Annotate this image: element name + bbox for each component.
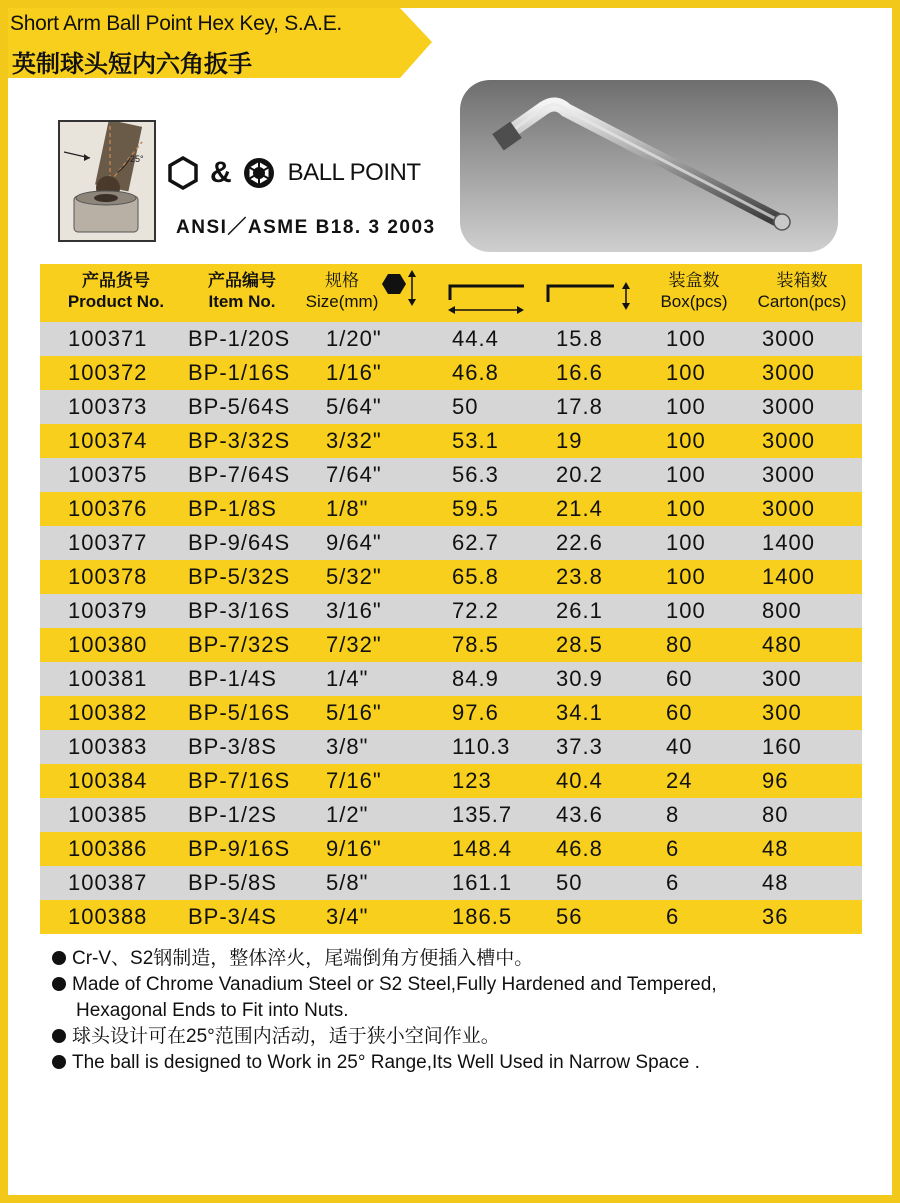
cell-carton-qty: 96 <box>762 768 789 793</box>
table-row <box>40 798 862 832</box>
cell-long-arm: 161.1 <box>452 870 513 895</box>
cell-carton-qty: 3000 <box>762 428 815 453</box>
ball-angle-diagram <box>58 120 156 242</box>
hex-key-photo <box>460 80 838 252</box>
header-box-cn: 装盒数 <box>668 271 720 290</box>
cell-product-no: 100376 <box>68 496 148 521</box>
table-row <box>40 628 862 662</box>
cell-size: 3/4" <box>326 904 369 929</box>
cell-short-arm: 26.1 <box>556 598 603 623</box>
cell-long-arm: 44.4 <box>452 326 499 351</box>
header-size-cn: 规格 <box>325 271 359 290</box>
cell-size: 7/64" <box>326 462 382 487</box>
cell-product-no: 100380 <box>68 632 148 657</box>
cell-box-qty: 6 <box>666 904 680 929</box>
standard-label: ANSI／ASME B18. 3 2003 <box>176 217 436 238</box>
cell-item-no: BP-1/8S <box>188 496 277 521</box>
cell-size: 3/32" <box>326 428 382 453</box>
cell-item-no: BP-5/64S <box>188 394 291 419</box>
cell-product-no: 100386 <box>68 836 148 861</box>
cell-carton-qty: 300 <box>762 700 802 725</box>
cell-short-arm: 23.8 <box>556 564 603 589</box>
header-item-no-cn: 产品编号 <box>208 271 276 290</box>
cell-box-qty: 6 <box>666 836 680 861</box>
catalog-page <box>8 8 892 1195</box>
cell-short-arm: 20.2 <box>556 462 603 487</box>
cell-carton-qty: 48 <box>762 870 789 895</box>
table-row <box>40 526 862 560</box>
header-product-no-cn: 产品货号 <box>82 271 150 290</box>
cell-box-qty: 100 <box>666 428 706 453</box>
cell-box-qty: 24 <box>666 768 693 793</box>
cell-box-qty: 60 <box>666 666 693 691</box>
note-text: 球头设计可在25°范围内活动，适于狭小空间作业。 <box>72 1026 500 1047</box>
cell-item-no: BP-5/16S <box>188 700 291 725</box>
note-continuation <box>52 998 882 1024</box>
ball-hex-icon <box>242 156 276 190</box>
cell-long-arm: 65.8 <box>452 564 499 589</box>
note-item <box>52 972 882 998</box>
cell-product-no: 100378 <box>68 564 148 589</box>
hex-size-icon <box>372 270 420 310</box>
cell-short-arm: 30.9 <box>556 666 603 691</box>
cell-short-arm: 50 <box>556 870 583 895</box>
cell-long-arm: 97.6 <box>452 700 499 725</box>
cell-carton-qty: 36 <box>762 904 789 929</box>
ball-angle-illustration <box>60 122 154 240</box>
cell-long-arm: 46.8 <box>452 360 499 385</box>
product-photo <box>460 80 838 252</box>
short-arm-length-icon <box>544 280 634 316</box>
cell-size: 9/16" <box>326 836 382 861</box>
cell-long-arm: 78.5 <box>452 632 499 657</box>
cell-size: 9/64" <box>326 530 382 555</box>
cell-box-qty: 100 <box>666 530 706 555</box>
bullet-icon <box>52 951 66 965</box>
cell-size: 3/8" <box>326 734 369 759</box>
cell-carton-qty: 1400 <box>762 530 815 555</box>
cell-long-arm: 72.2 <box>452 598 499 623</box>
cell-item-no: BP-9/64S <box>188 530 291 555</box>
cell-item-no: BP-1/16S <box>188 360 291 385</box>
cell-short-arm: 28.5 <box>556 632 603 657</box>
table-row <box>40 322 862 356</box>
cell-short-arm: 37.3 <box>556 734 603 759</box>
header-box-en: Box(pcs) <box>660 292 728 311</box>
cell-box-qty: 80 <box>666 632 693 657</box>
table-row <box>40 390 862 424</box>
cell-size: 5/16" <box>326 700 382 725</box>
cell-box-qty: 100 <box>666 598 706 623</box>
cell-short-arm: 21.4 <box>556 496 603 521</box>
cell-short-arm: 15.8 <box>556 326 603 351</box>
cell-short-arm: 46.8 <box>556 836 603 861</box>
cell-long-arm: 123 <box>452 768 492 793</box>
cell-size: 1/2" <box>326 802 369 827</box>
cell-long-arm: 186.5 <box>452 904 513 929</box>
cell-product-no: 100373 <box>68 394 148 419</box>
header-product-no-en: Product No. <box>67 292 165 311</box>
cell-product-no: 100383 <box>68 734 148 759</box>
cell-carton-qty: 3000 <box>762 496 815 521</box>
cell-carton-qty: 3000 <box>762 360 815 385</box>
cell-item-no: BP-9/16S <box>188 836 291 861</box>
cell-item-no: BP-3/8S <box>188 734 277 759</box>
cell-long-arm: 135.7 <box>452 802 513 827</box>
col-product-no <box>46 270 186 313</box>
cell-size: 1/8" <box>326 496 369 521</box>
table-row <box>40 866 862 900</box>
cell-long-arm: 148.4 <box>452 836 513 861</box>
cell-product-no: 100388 <box>68 904 148 929</box>
note-item <box>52 946 882 972</box>
cell-item-no: BP-1/4S <box>188 666 277 691</box>
cell-box-qty: 100 <box>666 326 706 351</box>
cell-box-qty: 60 <box>666 700 693 725</box>
cell-item-no: BP-1/20S <box>188 326 291 351</box>
table-row <box>40 560 862 594</box>
cell-short-arm: 17.8 <box>556 394 603 419</box>
cell-size: 1/16" <box>326 360 382 385</box>
bullet-icon <box>52 977 66 991</box>
cell-long-arm: 62.7 <box>452 530 499 555</box>
note-item <box>52 1024 882 1050</box>
cell-box-qty: 100 <box>666 564 706 589</box>
cell-carton-qty: 3000 <box>762 326 815 351</box>
tip-type-symbols <box>166 153 421 193</box>
spec-table <box>40 264 862 934</box>
cell-product-no: 100382 <box>68 700 148 725</box>
cell-item-no: BP-3/32S <box>188 428 291 453</box>
table-row <box>40 356 862 390</box>
cell-item-no: BP-7/64S <box>188 462 291 487</box>
cell-short-arm: 43.6 <box>556 802 603 827</box>
cell-long-arm: 53.1 <box>452 428 499 453</box>
cell-product-no: 100371 <box>68 326 148 351</box>
table-row <box>40 594 862 628</box>
title-banner <box>8 8 428 78</box>
title-chinese: 英制球头短内六角扳手 <box>12 51 252 78</box>
note-text: Made of Chrome Vanadium Steel or S2 Steel,Fully Hardened and Tempered, <box>72 974 717 995</box>
cell-product-no: 100381 <box>68 666 148 691</box>
cell-product-no: 100375 <box>68 462 148 487</box>
cell-item-no: BP-5/8S <box>188 870 277 895</box>
cell-product-no: 100384 <box>68 768 148 793</box>
cell-box-qty: 100 <box>666 462 706 487</box>
cell-box-qty: 40 <box>666 734 693 759</box>
table-body <box>40 322 862 934</box>
title-english: Short Arm Ball Point Hex Key, S.A.E. <box>10 12 342 35</box>
col-box <box>646 270 742 313</box>
cell-item-no: BP-1/2S <box>188 802 277 827</box>
cell-carton-qty: 1400 <box>762 564 815 589</box>
cell-carton-qty: 800 <box>762 598 802 623</box>
table-row <box>40 730 862 764</box>
col-size <box>302 270 382 313</box>
ball-point-label: BALL POINT <box>287 159 421 186</box>
cell-size: 3/16" <box>326 598 382 623</box>
cell-short-arm: 19 <box>556 428 583 453</box>
cell-product-no: 100385 <box>68 802 148 827</box>
note-text: The ball is designed to Work in 25° Range,Its Well Used in Narrow Space . <box>72 1052 700 1073</box>
note-text: Cr-V、S2钢制造，整体淬火，尾端倒角方便插入槽中。 <box>72 948 534 969</box>
cell-item-no: BP-7/32S <box>188 632 291 657</box>
cell-size: 5/32" <box>326 564 382 589</box>
cell-box-qty: 100 <box>666 360 706 385</box>
cell-product-no: 100377 <box>68 530 148 555</box>
cell-box-qty: 6 <box>666 870 680 895</box>
cell-product-no: 100387 <box>68 870 148 895</box>
cell-carton-qty: 3000 <box>762 462 815 487</box>
table-row <box>40 424 862 458</box>
cell-size: 1/4" <box>326 666 369 691</box>
cell-long-arm: 59.5 <box>452 496 499 521</box>
cell-short-arm: 34.1 <box>556 700 603 725</box>
cell-short-arm: 22.6 <box>556 530 603 555</box>
cell-long-arm: 50 <box>452 394 479 419</box>
cell-size: 1/20" <box>326 326 382 351</box>
table-header <box>40 264 862 322</box>
hex-icon <box>166 156 200 190</box>
table-row <box>40 662 862 696</box>
angle-label: 25° <box>130 154 144 164</box>
cell-short-arm: 56 <box>556 904 583 929</box>
feature-notes <box>52 946 882 1076</box>
table-row <box>40 832 862 866</box>
note-item <box>52 1050 882 1076</box>
col-carton <box>744 270 860 313</box>
bullet-icon <box>52 1029 66 1043</box>
cell-box-qty: 100 <box>666 394 706 419</box>
cell-item-no: BP-3/16S <box>188 598 291 623</box>
cell-size: 7/16" <box>326 768 382 793</box>
table-row <box>40 696 862 730</box>
cell-long-arm: 110.3 <box>452 734 511 759</box>
header-item-no-en: Item No. <box>208 292 276 311</box>
cell-carton-qty: 3000 <box>762 394 815 419</box>
table-row <box>40 764 862 798</box>
cell-carton-qty: 480 <box>762 632 802 657</box>
table-row <box>40 458 862 492</box>
cell-size: 5/64" <box>326 394 382 419</box>
cell-product-no: 100372 <box>68 360 148 385</box>
cell-box-qty: 100 <box>666 496 706 521</box>
col-item-no <box>182 270 302 313</box>
cell-size: 7/32" <box>326 632 382 657</box>
table-row <box>40 900 862 934</box>
long-arm-length-icon <box>446 280 526 316</box>
header-carton-cn: 装箱数 <box>776 271 828 290</box>
cell-long-arm: 84.9 <box>452 666 499 691</box>
cell-item-no: BP-3/4S <box>188 904 277 929</box>
cell-product-no: 100374 <box>68 428 148 453</box>
cell-product-no: 100379 <box>68 598 148 623</box>
cell-short-arm: 40.4 <box>556 768 603 793</box>
cell-long-arm: 56.3 <box>452 462 499 487</box>
cell-carton-qty: 80 <box>762 802 789 827</box>
bullet-icon <box>52 1055 66 1069</box>
header-carton-en: Carton(pcs) <box>757 292 847 311</box>
note-text: Hexagonal Ends to Fit into Nuts. <box>76 1000 349 1021</box>
table-row <box>40 492 862 526</box>
cell-short-arm: 16.6 <box>556 360 603 385</box>
ampersand: & <box>210 156 232 189</box>
cell-carton-qty: 160 <box>762 734 802 759</box>
header-size-en: Size(mm) <box>305 292 379 311</box>
cell-carton-qty: 300 <box>762 666 802 691</box>
cell-size: 5/8" <box>326 870 369 895</box>
cell-item-no: BP-5/32S <box>188 564 291 589</box>
cell-carton-qty: 48 <box>762 836 789 861</box>
cell-box-qty: 8 <box>666 802 680 827</box>
cell-item-no: BP-7/16S <box>188 768 291 793</box>
